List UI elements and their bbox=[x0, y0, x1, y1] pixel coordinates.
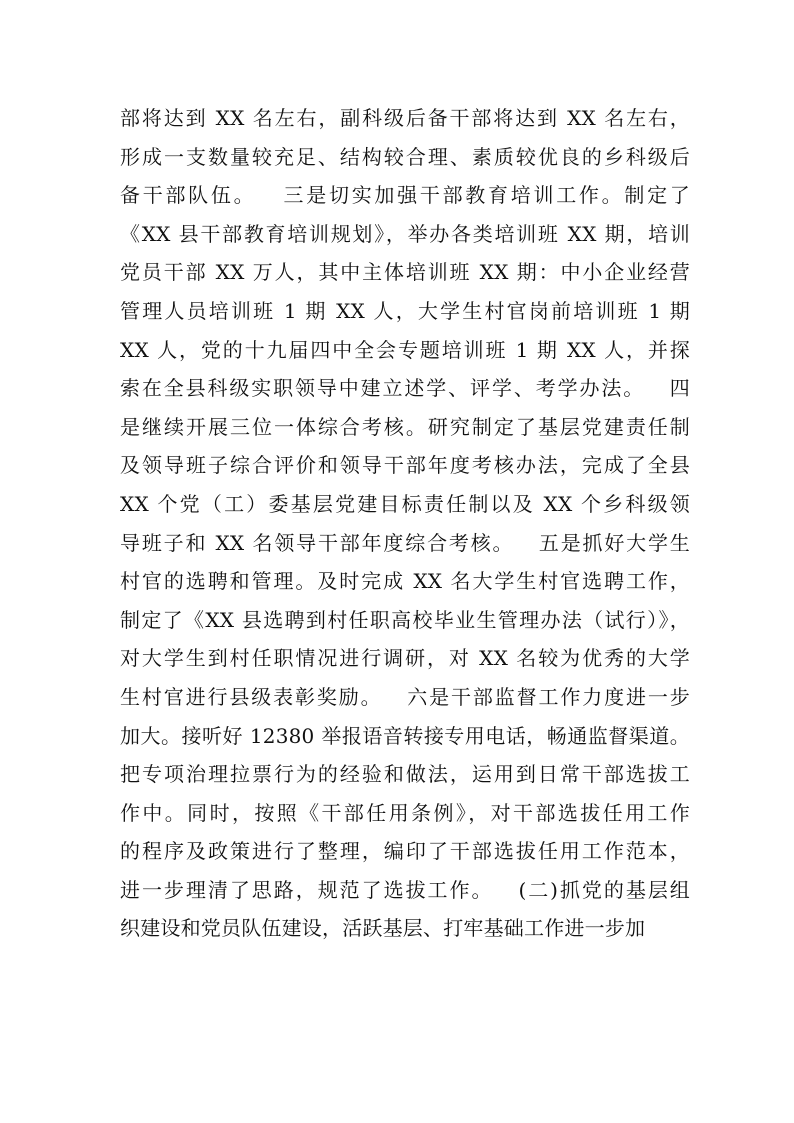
text-line: XX 个党（工）委基层党建目标责任制以及 XX 个乡科级领 bbox=[120, 491, 690, 516]
text-line: 进一步理清了思路，规范了选拔工作。 (二)抓党的基层组 bbox=[120, 877, 690, 902]
text-line: 织建设和党员队伍建设，活跃基层、打牢基础工作进一步加 bbox=[120, 916, 646, 941]
text-line: 制定了《XX 县选聘到村任职高校毕业生管理办法（试行）》， bbox=[120, 607, 690, 632]
text-line: 《XX 县干部教育培训规划》，举办各类培训班 XX 期，培训 bbox=[120, 221, 690, 246]
text-line: 是继续开展三位一体综合考核。研究制定了基层党建责任制 bbox=[120, 414, 690, 439]
text-line: 把专项治理拉票行为的经验和做法，运用到日常干部选拔工 bbox=[120, 762, 690, 787]
text-line: 的程序及政策进行了整理，编印了干部选拔任用工作范本， bbox=[120, 839, 690, 864]
body-text bbox=[120, 99, 690, 948]
text-line: 部将达到 XX 名左右，副科级后备干部将达到 XX 名左右， bbox=[120, 106, 690, 130]
text-line: 管理人员培训班 1 期 XX 人，大学生村官岗前培训班 1 期 bbox=[120, 298, 690, 323]
text-line: 作中。同时，按照《干部任用条例》，对干部选拔任用工作 bbox=[120, 800, 690, 825]
text-line: 生村官进行县级表彰奖励。 六是干部监督工作力度进一步 bbox=[120, 684, 690, 709]
text-line: 索在全县科级实职领导中建立述学、评学、考学办法。 四 bbox=[120, 376, 690, 401]
text-line: 及领导班子综合评价和领导干部年度考核办法，完成了全县 bbox=[120, 453, 690, 478]
text-line: 形成一支数量较充足、结构较合理、素质较优良的乡科级后 bbox=[120, 144, 690, 169]
text-line: 村官的选聘和管理。及时完成 XX 名大学生村官选聘工作， bbox=[120, 569, 690, 594]
text-line: 导班子和 XX 名领导干部年度综合考核。 五是抓好大学生 bbox=[120, 530, 690, 555]
text-line: 对大学生到村任职情况进行调研，对 XX 名较为优秀的大学 bbox=[120, 646, 690, 671]
text-line: 备干部队伍。 三是切实加强干部教育培训工作。制定了 bbox=[120, 183, 690, 208]
text-line: 加大。接听好 12380 举报语音转接专用电话，畅通监督渠道。 bbox=[120, 723, 690, 748]
text-line: XX 人，党的十九届四中全会专题培训班 1 期 XX 人，并探 bbox=[120, 337, 690, 362]
text-line: 党员干部 XX 万人，其中主体培训班 XX 期：中小企业经营 bbox=[120, 260, 690, 285]
